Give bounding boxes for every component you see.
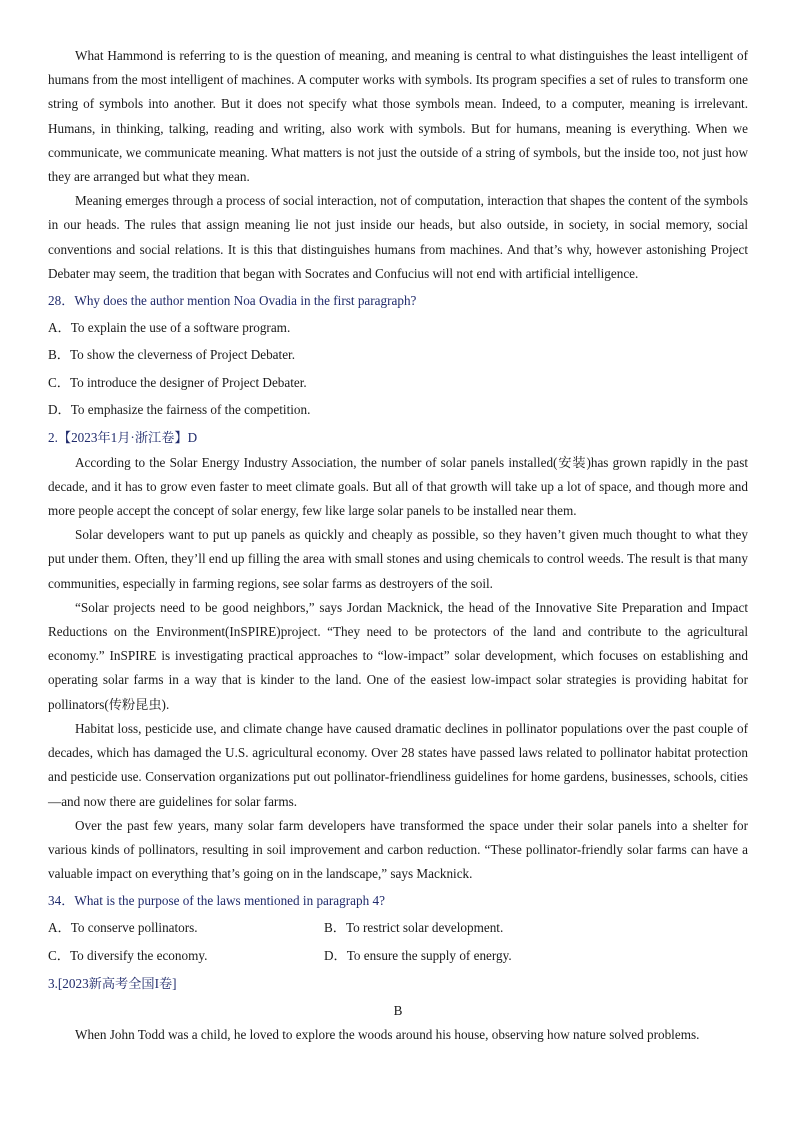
passage2-paragraph-2: Solar developers want to put up panels as quickly and cheaply as possible, so they haven’t given much thought to what they put under them. Often, they’ll end up filling the area with small stones and using chemicals to control weeds. The result is that many communities, especially in farming regions, see solar farms as destroyers of the soil. — [48, 527, 748, 591]
question-28-option-a: A．To explain the use of a software program. — [48, 320, 291, 336]
question-34-option-c: C．To diversify the economy. — [48, 947, 208, 963]
question-34-option-d: D．To ensure the supply of energy. — [324, 947, 512, 963]
passage1-paragraph-1: What Hammond is referring to is the question of meaning, and meaning is central to what distinguishes the least intelligent of humans from the most intelligent of machines. A computer works with symbols. Its program specifies a set of rules to transform one string of symbols into another. But it does not specify what those symbols mean. Indeed, to a computer, meaning is irrelevant. Humans, in thinking, talking, reading and writing, also work with symbols. But for humans, meaning is everything. When we communicate, we communicate meaning. What matters is not just the outside of a string of symbols, but the inside too, not just how they are arranged but what they mean. — [48, 48, 748, 185]
question-34-options-row-2 — [48, 942, 748, 970]
question-28: 28．Why does the author mention Noa Ovadia in the first paragraph? — [48, 293, 417, 309]
question-28-option-d: D．To emphasize the fairness of the competition. — [48, 402, 311, 418]
question-34-options-row-1 — [48, 914, 748, 942]
question-34-option-a: A．To conserve pollinators. — [48, 920, 198, 936]
passage2-paragraph-3: “Solar projects need to be good neighbors,” says Jordan Macknick, the head of the Innovative Site Preparation and Impact Reductions on the Environment(InSPIRE)project. “They need to be protectors of the land and contribute to the agricultural economy.” InSPIRE is investigating practical approaches to “low-impact” solar development, which focuses on establishing and operating solar farms in a way that is kinder to the land. One of the easiest low-impact solar strategies is providing habitat for pollinators(传粉昆虫). — [48, 599, 748, 712]
question-34: 34．What is the purpose of the laws mentioned in paragraph 4? — [48, 893, 385, 909]
question-34-option-b: B．To restrict solar development. — [324, 920, 504, 936]
passage3-heading: 3.[2023新高考全国I卷] — [48, 975, 177, 991]
passage1-paragraph-2: Meaning emerges through a process of social interaction, not of computation, interaction that shapes the content of the symbols in our heads. The rules that assign meaning lie not just inside our heads, but also outside, in society, in social memory, social conventions and social relations. It is this that distinguishes humans from machines. And that’s why, however astonishing Project Debater may seem, the tradition that began with Socrates and Confucius will not end with artificial intelligence. — [48, 193, 748, 281]
passage2-heading: 2.【2023年1月·浙江卷】D — [48, 429, 198, 445]
passage3-label: B — [393, 1002, 403, 1018]
passage2-paragraph-5: Over the past few years, many solar farm developers have transformed the space under their solar panels into a shelter for various kinds of pollinators, resulting in soil improvement and carbon reduction. “These pollinator-friendly solar farms can have a valuable impact on everything that’s going on in the landscape,” says Macknick. — [48, 817, 748, 882]
passage2-paragraph-4: Habitat loss, pesticide use, and climate change have caused dramatic declines in pollinator populations over the past couple of decades, which has damaged the U.S. agricultural economy. Over 28 states have passed laws related to pollinator habitat protection and pesticide use. Conservation organizations put out pollinator-friendliness guidelines for home gardens, businesses, schools, cities—and now there are guidelines for solar farms. — [48, 720, 748, 809]
question-28-option-b: B．To show the cleverness of Project Debater. — [48, 347, 296, 363]
passage2-paragraph-1: According to the Solar Energy Industry Association, the number of solar panels installed(安装)has grown rapidly in the past decade, and it has to grow even faster to meet climate goals. But all of that growth will take up a lot of space, and though more and more people accept the concept of solar energy, few like large solar panels to be installed near them. — [48, 454, 748, 519]
passage3-first-line: When John Todd was a child, he loved to explore the woods around his house, observing how nature solved problems. — [75, 1026, 700, 1042]
question-28-option-c: C．To introduce the designer of Project Debater. — [48, 374, 307, 390]
document-page — [48, 44, 748, 1047]
